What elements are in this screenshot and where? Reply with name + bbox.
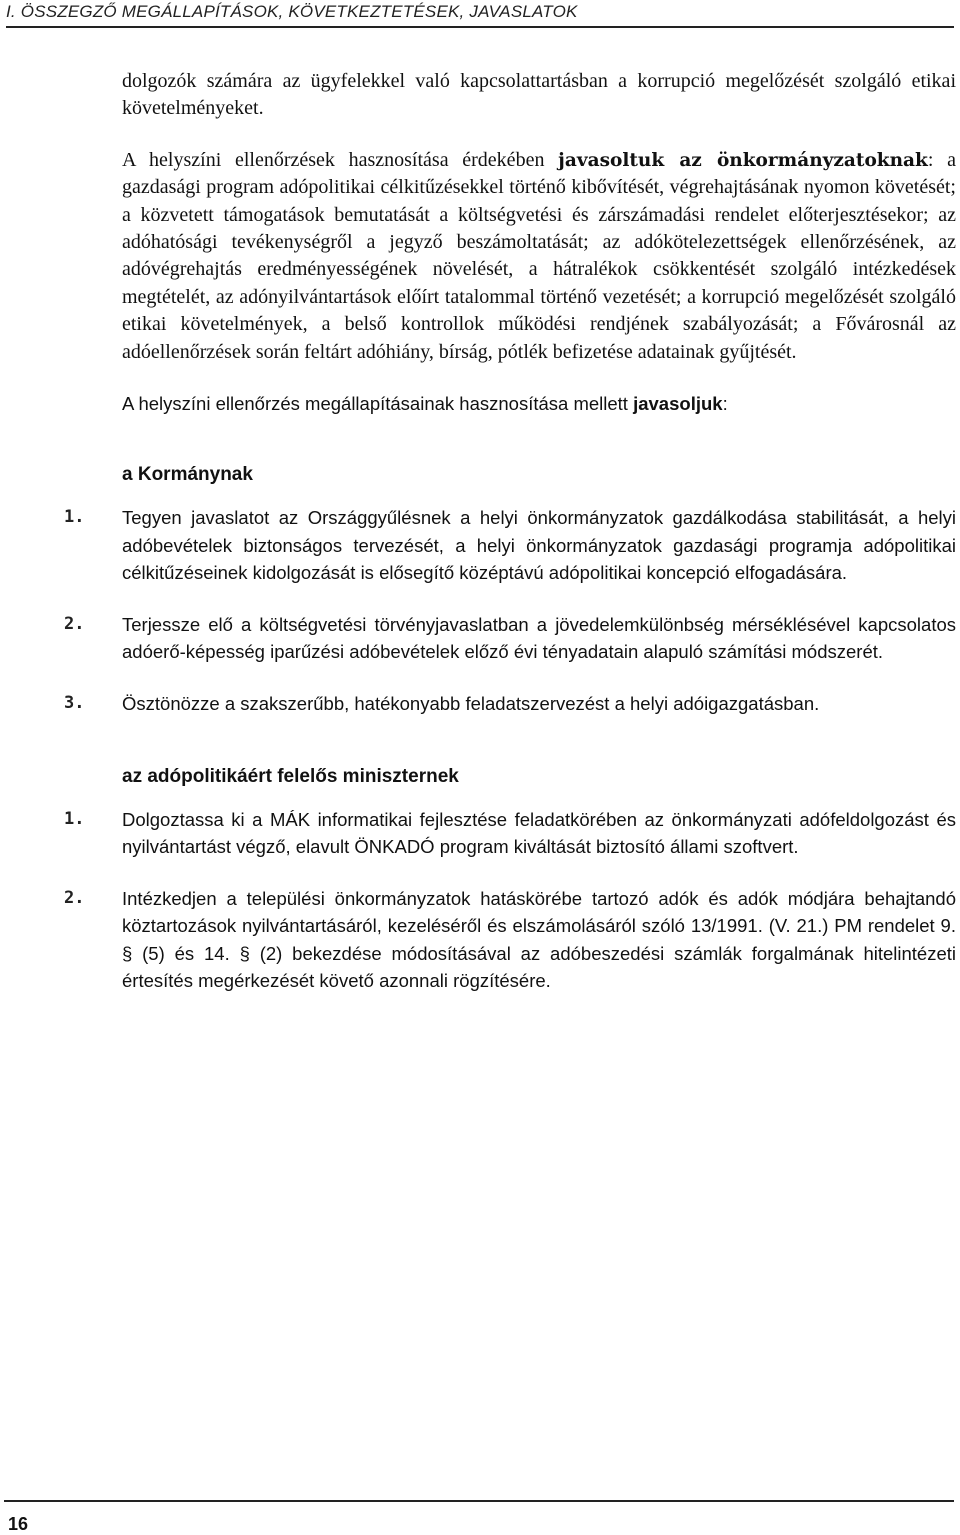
page-footer bbox=[4, 1500, 954, 1534]
page-body bbox=[0, 68, 960, 1018]
running-header: I. ÖSSZEGZŐ MEGÁLLAPÍTÁSOK, KÖVETKEZTETÉSEK, JAVASLATOK bbox=[6, 2, 954, 28]
minister-proposal-list bbox=[0, 806, 960, 994]
proposal-emphasis: javasoljuk bbox=[633, 393, 723, 415]
list-item bbox=[0, 806, 960, 861]
government-proposal-list bbox=[0, 504, 960, 716]
list-item bbox=[0, 611, 960, 666]
recommendation-emphasis: javasoltuk az önkormányzatoknak bbox=[558, 149, 928, 171]
item-text: Intézkedjen a települési önkormányzatok hatáskörébe tartozó adók és adók módjára behajtandó köztartozások nyilvántartásáról, kezeléséről és elszámolásáról szóló 13/1991. (V. 21.) PM rendelet 9. § (5) és 14. § (2) bekezdése módosításával az adóbeszedési számlák forgalmának hitelintézeti értesítés megérkezését követő azonnali rögzítésére. bbox=[122, 887, 956, 991]
proposal-suffix: : bbox=[722, 393, 728, 415]
recommendation-body: : a gazdasági program adópolitikai célkitűzésekkel történő kibővítését, végrehajtásának nyomon követését; a közvetett támogatások bemutatását a költségvetési és zárszámadási rendelet előterjesztésekor; az adóhatósági tevékenységről a jegyző beszámoltatását; az adókötelezettségek ellenőrzésének, az adóvégrehajtás eredményességének növelését, a hátralékok csökkentését szolgáló intézkedések megtételét, az adónyilvántartások előírt tatalommal történő vezetését; a korrupció megelőzését szolgáló etikai követelmények, a belső kontrollok működési rendjének szabályozását; a Fővárosnál az adóellenőrzések során feltárt adóhiány, bírság, pótlék befizetése adatainak gyűjtését. bbox=[122, 148, 956, 363]
item-number: 2. bbox=[64, 613, 85, 634]
list-item bbox=[0, 690, 960, 717]
item-text: Dolgoztassa ki a MÁK informatikai fejlesztése feladatkörében az önkormányzati adófeldolgozást és nyilvántartást végző, elavult ÖNKADÓ program kiváltását biztosító állami szoftvert. bbox=[122, 808, 956, 858]
list-item bbox=[0, 885, 960, 995]
item-number: 1. bbox=[64, 507, 85, 528]
continuation-paragraph: dolgozók számára az ügyfelekkel való kapcsolattartásban a korrupció megelőzését szolgáló etikai követelményeket. bbox=[122, 70, 956, 120]
item-text: Ösztönözze a szakszerűbb, hatékonyabb feladatszervezést a helyi adóigazgatásban. bbox=[122, 692, 820, 714]
section-title-tax-minister: az adópolitikáért felelős miniszternek bbox=[122, 765, 459, 787]
item-number: 1. bbox=[64, 808, 85, 829]
item-number: 3. bbox=[64, 692, 85, 713]
section-title-government: a Kormánynak bbox=[122, 464, 253, 486]
list-item bbox=[0, 504, 960, 586]
item-number: 2. bbox=[64, 887, 85, 908]
recommendation-prefix: A helyszíni ellenőrzések hasznosítása érdekében bbox=[122, 148, 559, 171]
recommendation-paragraph bbox=[122, 147, 956, 366]
item-text: Tegyen javaslatot az Országgyűlésnek a helyi önkormányzatok gazdálkodása stabilitását, a helyi adóbevételek biztonságos tervezését, a helyi önkormányzatok gazdasági programja adópolitikai célkitűzéseinek kidolgozását is elősegítő középtávú adópolitikai koncepció elfogadására. bbox=[122, 507, 956, 584]
item-text: Terjessze elő a költségvetési törvényjavaslatban a jövedelemkülönbség mérséklésével kapcsolatos adóerő-képesség iparűzési adóbevételek előző évi tényadatain alapuló számítási módszerét. bbox=[122, 613, 956, 663]
proposal-prefix: A helyszíni ellenőrzés megállapításainak hasznosítása mellett bbox=[122, 393, 634, 415]
proposal-intro-paragraph bbox=[122, 390, 956, 417]
page-number: 16 bbox=[8, 1514, 29, 1534]
